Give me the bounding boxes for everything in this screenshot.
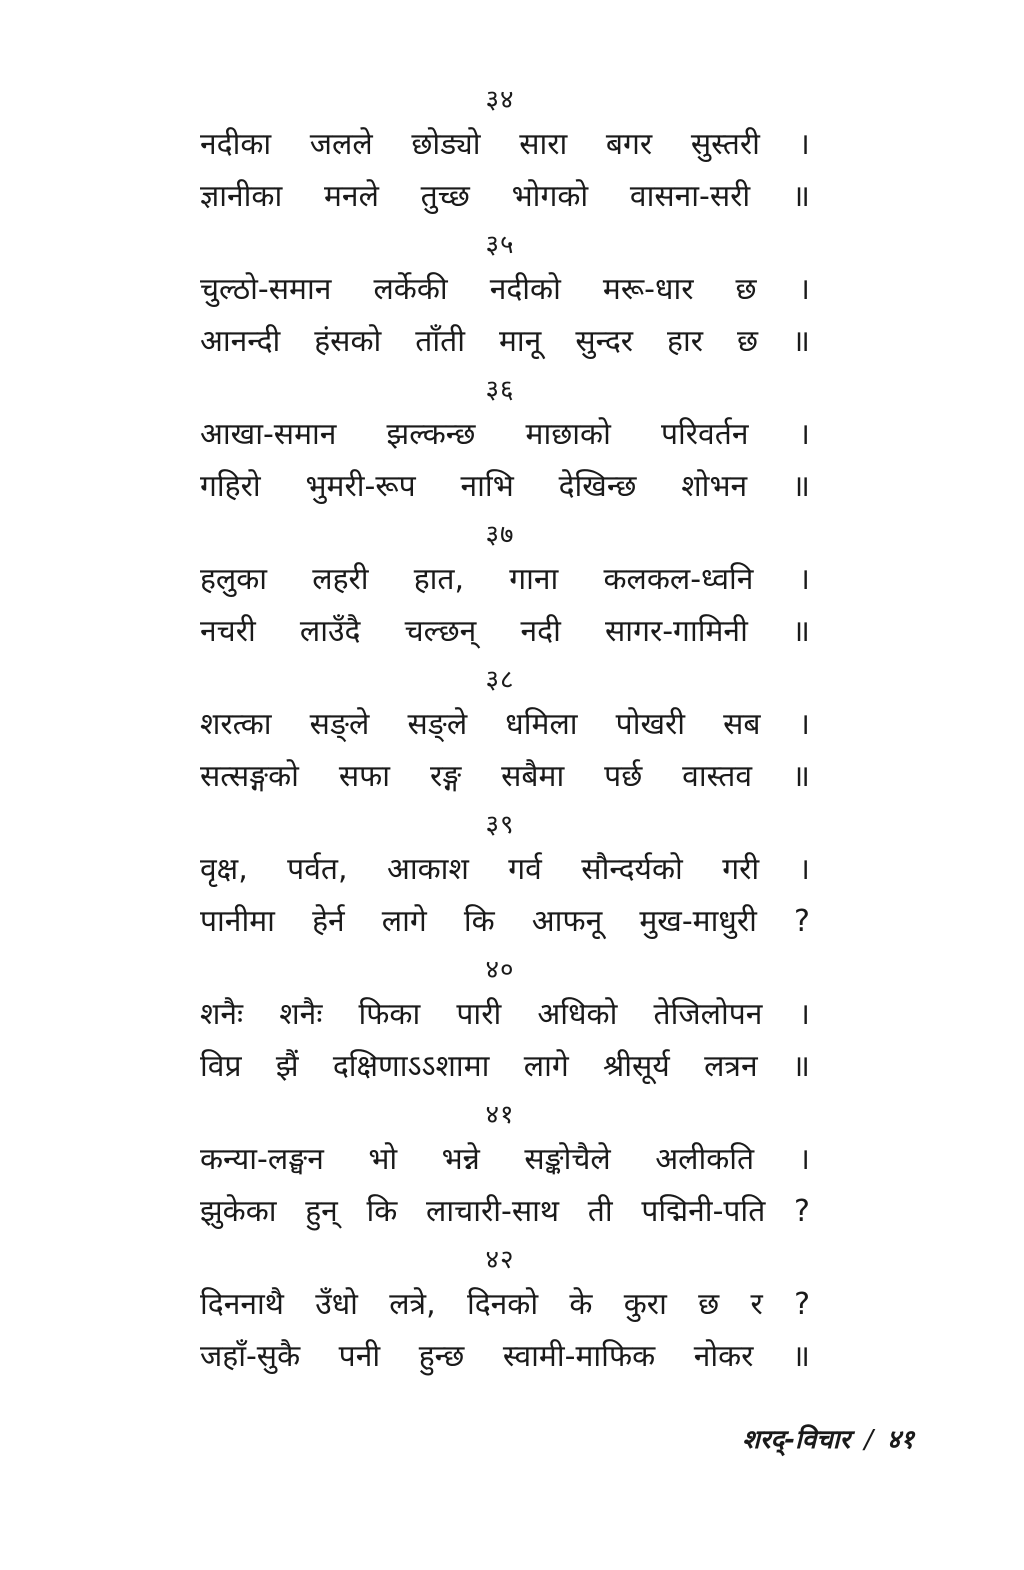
verse-word: भन्ने <box>441 1142 480 1177</box>
verse-word: अलीकति <box>655 1142 755 1177</box>
verse-word: हुन्छ <box>418 1339 465 1374</box>
verse-word: ॥ <box>792 614 810 649</box>
verse-word: सत्सङ्गको <box>200 759 299 794</box>
verse-word: ॥ <box>791 179 810 214</box>
verse-word: । <box>798 272 810 307</box>
verse-word: वृक्ष, <box>200 852 248 887</box>
verse-line <box>200 607 810 657</box>
verse-word: छ <box>736 324 759 359</box>
verse-word: सङ्ले <box>407 707 468 742</box>
page-number: ४१ <box>886 1425 914 1455</box>
verse-word: ज्ञानीका <box>200 179 283 214</box>
stanza <box>0 950 1024 1095</box>
stanza <box>0 1095 1024 1240</box>
verse-word: । <box>798 562 810 597</box>
verse-word: कन्या-लङ्घन <box>200 1142 324 1177</box>
verse-word: लर्केकी <box>373 272 448 307</box>
verse-word: श्रीसूर्य <box>603 1049 670 1084</box>
verse-word: आनन्दी <box>200 324 281 359</box>
verse-word: लाउँदै <box>299 614 361 649</box>
verse-word: वास्तव <box>682 759 753 794</box>
stanza-number: ३५ <box>485 230 515 260</box>
verse-word: दिनको <box>466 1287 539 1322</box>
verse-line <box>200 1042 810 1092</box>
verse-word: नदीका <box>200 127 272 162</box>
verse-word: विप्र <box>200 1049 242 1084</box>
verse-word: मनले <box>323 179 379 214</box>
verse-word: र <box>750 1287 763 1322</box>
verse-word: ॥ <box>791 1339 810 1374</box>
stanza <box>0 80 1024 225</box>
stanza <box>0 1240 1024 1385</box>
verse-word: ? <box>794 1287 810 1322</box>
verse-word: तेजिलोपन <box>653 997 763 1032</box>
verse-word: कुरा <box>623 1287 667 1322</box>
stanza <box>0 225 1024 370</box>
verse-word: सौन्दर्यको <box>581 852 683 887</box>
stanza-number: ४१ <box>485 1100 515 1130</box>
verse-word: झल्कन्छ <box>386 417 476 452</box>
stanza-number: ४२ <box>485 1245 515 1275</box>
verse-word: । <box>798 707 810 742</box>
verse-word: मानू <box>498 324 542 359</box>
verse-word: छ <box>698 1287 720 1322</box>
verse-word: शनैः <box>200 997 244 1032</box>
verse-word: छोड्यो <box>411 127 481 162</box>
stanza-number: ३६ <box>485 375 515 405</box>
verse-word: कि <box>366 1194 398 1229</box>
verse-word: ताँती <box>415 324 465 359</box>
verse-word: । <box>798 127 810 162</box>
verse-word: मुख-माधुरी <box>639 904 757 939</box>
verse-word: झैं <box>275 1049 299 1084</box>
verse-word: दिननाथै <box>200 1287 284 1322</box>
verse-word: माछाको <box>525 417 611 452</box>
verse-line <box>200 1332 810 1382</box>
verse-word: हात, <box>413 562 465 597</box>
verse-word: स्वामी-माफिक <box>502 1339 656 1374</box>
verse-line <box>200 990 810 1040</box>
verse-word: वासना-सरी <box>629 179 751 214</box>
verse-word: झुकेका <box>200 1194 277 1229</box>
verse-word: आकाश <box>386 852 469 887</box>
verse-word: गरी <box>722 852 760 887</box>
verse-word: पद्मिनी-पति <box>641 1194 766 1229</box>
verse-word: । <box>798 417 810 452</box>
verse-word: नाभि <box>460 469 514 504</box>
verse-word: शरत्का <box>200 707 272 742</box>
verse-word: नदीको <box>489 272 561 307</box>
stanza <box>0 805 1024 950</box>
verse-word: ॥ <box>791 1049 810 1084</box>
verse-word: कि <box>463 904 495 939</box>
verse-word: तुच्छ <box>420 179 470 214</box>
verse-word: जहाँ-सुकै <box>200 1339 301 1374</box>
verse-word: गर्व <box>508 852 542 887</box>
verse-word: कलकल-ध्वनि <box>603 562 754 597</box>
verse-word: सुन्दर <box>575 324 634 359</box>
verse-line <box>200 265 810 315</box>
verse-word: सफा <box>338 759 391 794</box>
verse-line <box>200 120 810 170</box>
verse-word: हार <box>667 324 704 359</box>
verse-word: परिवर्तन <box>660 417 749 452</box>
stanza <box>0 515 1024 660</box>
stanza-number: ४० <box>485 955 515 985</box>
verse-word: नचरी <box>200 614 256 649</box>
verse-line <box>200 410 810 460</box>
verse-word: मरू-धार <box>602 272 694 307</box>
stanza-number: ३८ <box>485 665 515 695</box>
page-footer <box>742 1420 914 1460</box>
verse-line <box>200 752 810 802</box>
verse-word: अधिको <box>537 997 618 1032</box>
verse-line <box>200 1135 810 1185</box>
verse-word: छ <box>735 272 757 307</box>
verse-word: सङ्ले <box>309 707 370 742</box>
verse-word: चुल्ठो-समान <box>200 272 332 307</box>
verse-word: भोगको <box>511 179 589 214</box>
verse-word: गहिरो <box>200 469 261 504</box>
stanza-number: ३९ <box>485 810 515 840</box>
verse-word: लाचारी-साथ <box>426 1194 560 1229</box>
verse-word: पारी <box>456 997 502 1032</box>
verse-line <box>200 897 810 947</box>
verse-line <box>200 700 810 750</box>
verse-word: दक्षिणाऽऽशामा <box>332 1049 490 1084</box>
verse-word: ती <box>587 1194 613 1229</box>
verse-word: । <box>798 852 810 887</box>
verse-word: लत्रे, <box>389 1287 436 1322</box>
verse-line <box>200 1280 810 1330</box>
stanza <box>0 370 1024 515</box>
verse-word: बगर <box>605 127 653 162</box>
stanza-number: ३४ <box>485 85 515 115</box>
verse-word: ॥ <box>791 759 810 794</box>
verse-word: पोखरी <box>615 707 686 742</box>
verse-word: फिका <box>358 997 421 1032</box>
verse-word: । <box>798 1142 810 1177</box>
verse-word: धमिला <box>505 707 578 742</box>
stanza <box>0 660 1024 805</box>
verse-word: शनैः <box>279 997 323 1032</box>
verse-word: जलले <box>309 127 373 162</box>
verse-word: लहरी <box>312 562 369 597</box>
verse-line <box>200 172 810 222</box>
verse-word: गाना <box>509 562 559 597</box>
verse-word: शोभन <box>681 469 748 504</box>
verse-word: लागे <box>381 904 427 939</box>
verse-word: हंसको <box>314 324 382 359</box>
verse-word: ? <box>794 1194 810 1229</box>
verse-line <box>200 555 810 605</box>
verse-word: हुन् <box>305 1194 338 1229</box>
verse-word: नदी <box>520 614 561 649</box>
verse-word: आफनू <box>531 904 603 939</box>
verse-line <box>200 462 810 512</box>
verse-word: चल्छन् <box>404 614 477 649</box>
verse-word: सारा <box>519 127 568 162</box>
verse-word: पर्छ <box>604 759 643 794</box>
verse-word: आखा-समान <box>200 417 337 452</box>
verse-word: रङ्ग <box>429 759 462 794</box>
verse-word: ? <box>793 904 810 939</box>
verse-word: देखिन्छ <box>558 469 637 504</box>
footer-book-title: शरद्-विचार <box>742 1425 851 1455</box>
verse-word: सङ्कोचैले <box>524 1142 611 1177</box>
verse-word: सुस्तरी <box>690 127 760 162</box>
verse-word: लागे <box>523 1049 569 1084</box>
verse-word: हलुका <box>200 562 268 597</box>
verse-line <box>200 845 810 895</box>
verse-word: नोकर <box>693 1339 754 1374</box>
verse-word: पनी <box>338 1339 381 1374</box>
verse-word: ॥ <box>792 469 810 504</box>
verse-word: भुमरी-रूप <box>305 469 416 504</box>
verse-word: के <box>569 1287 593 1322</box>
verse-word: भो <box>368 1142 398 1177</box>
verse-word: सब <box>723 707 761 742</box>
verse-word: । <box>798 997 810 1032</box>
footer-separator: / <box>864 1425 873 1455</box>
verse-word: हेर्न <box>312 904 345 939</box>
verse-line <box>200 1187 810 1237</box>
verse-word: सागर-गामिनी <box>605 614 748 649</box>
verse-word: पर्वत, <box>287 852 348 887</box>
verse-word: उँधो <box>315 1287 358 1322</box>
verse-word: लत्रन <box>704 1049 758 1084</box>
verse-word: पानीमा <box>200 904 275 939</box>
verse-word: सबैमा <box>501 759 565 794</box>
stanza-list <box>0 80 1024 1385</box>
verse-word: ॥ <box>791 324 810 359</box>
verse-line <box>200 317 810 367</box>
stanza-number: ३७ <box>485 520 515 550</box>
